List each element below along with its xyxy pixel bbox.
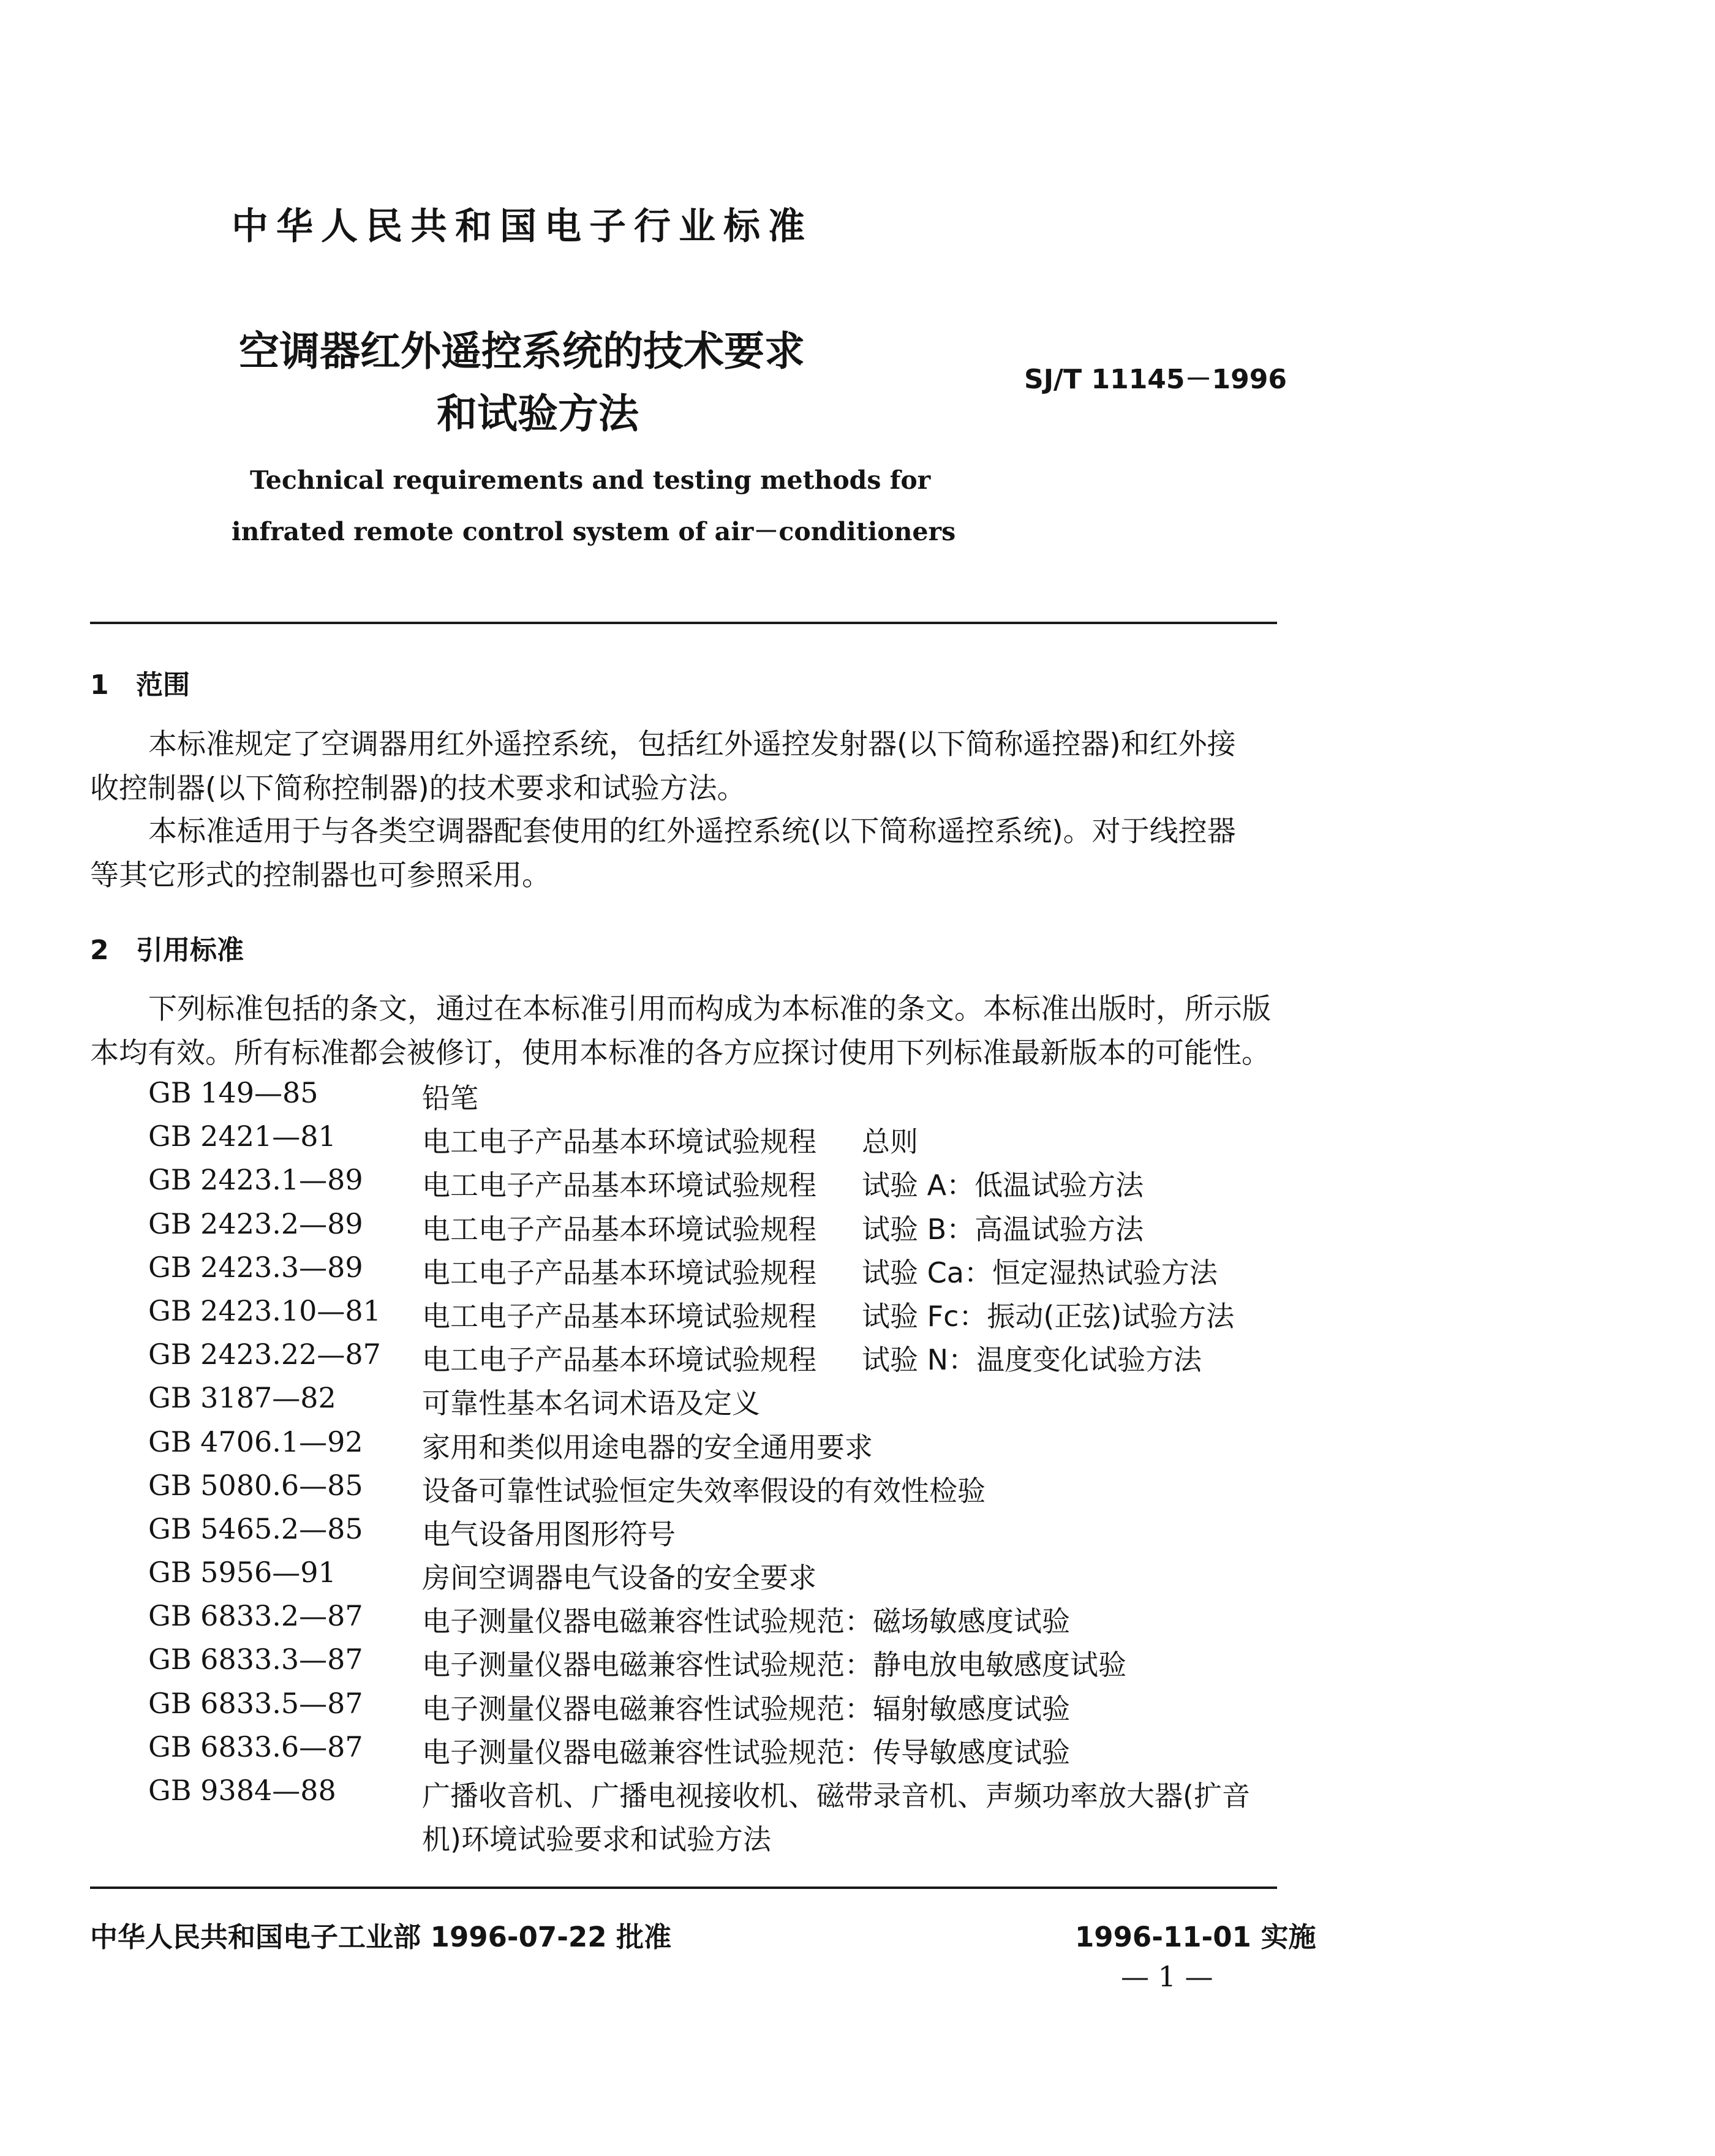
title-cn-line2: 和试验方法 (437, 390, 639, 437)
reference-code: GB 149—85 (148, 1076, 318, 1109)
section-1-number: 1 (90, 669, 109, 701)
reference-title: 可靠性基本名词术语及定义 (422, 1387, 760, 1420)
paragraph-line: 下列标准包括的条文，通过在本标准引用而构成为本标准的条文。本标准出版时，所示版 (148, 992, 1271, 1026)
reference-code: GB 4706.1—92 (148, 1425, 363, 1458)
title-en-line2: infrated remote control system of air－conditioners (232, 517, 956, 546)
reference-code: GB 5080.6—85 (148, 1468, 363, 1502)
reference-title: 电工电子产品基本环境试验规程 (422, 1256, 816, 1289)
paragraph-line: 收控制器(以下简称控制器)的技术要求和试验方法。 (90, 772, 746, 805)
reference-code: GB 2423.22—87 (148, 1338, 381, 1371)
reference-code: GB 6833.6—87 (148, 1730, 363, 1763)
reference-code: GB 2423.3—89 (148, 1250, 363, 1284)
reference-code: GB 5956—91 (148, 1556, 336, 1589)
reference-title: 电工电子产品基本环境试验规程 (422, 1169, 816, 1202)
reference-title: 电工电子产品基本环境试验规程 (422, 1299, 816, 1333)
reference-title: 电气设备用图形符号 (422, 1517, 676, 1551)
section-2-paragraph-1 (90, 987, 1277, 1076)
reference-title: 家用和类似用途电器的安全通用要求 (422, 1430, 873, 1464)
reference-part: 试验 A：低温试验方法 (862, 1169, 1144, 1202)
reference-code: GB 2423.1—89 (148, 1163, 363, 1197)
reference-code: GB 6833.2—87 (148, 1599, 363, 1633)
page-number: — 1 — (1121, 1960, 1213, 1993)
section-1-paragraph-2 (90, 810, 1277, 898)
reference-code: GB 9384—88 (148, 1774, 336, 1807)
reference-title: 电子测量仪器电磁兼容性试验规范：磁场敏感度试验 (422, 1605, 1070, 1638)
reference-code: GB 2423.10—81 (148, 1294, 381, 1327)
approval-statement: 中华人民共和国电子工业部 1996-07-22 批准 (90, 1921, 672, 1953)
reference-code: GB 3187—82 (148, 1381, 336, 1415)
reference-part: 试验 Fc：振动(正弦)试验方法 (862, 1299, 1235, 1333)
reference-title: 设备可靠性试验恒定失效率假设的有效性检验 (422, 1474, 986, 1507)
standard-type-heading: 中华人民共和国电子行业标准 (232, 205, 813, 248)
paragraph-line: 等其它形式的控制器也可参照采用。 (90, 859, 551, 892)
section-1-title: 范围 (136, 669, 190, 701)
reference-title: 电工电子产品基本环境试验规程 (422, 1343, 816, 1377)
section-1-paragraph-1 (90, 723, 1277, 811)
reference-title: 电工电子产品基本环境试验规程 (422, 1125, 816, 1159)
section-1-heading (90, 663, 190, 702)
section-2-heading (90, 928, 244, 967)
paragraph-line: 本标准规定了空调器用红外遥控系统，包括红外遥控发射器(以下简称遥控器)和红外接 (148, 728, 1236, 761)
paragraph-line: 本均有效。所有标准都会被修订，使用本标准的各方应探讨使用下列标准最新版本的可能性。 (90, 1036, 1270, 1070)
reference-title: 房间空调器电气设备的安全要求 (422, 1561, 816, 1595)
effective-date: 1996-11-01 实施 (1075, 1921, 1316, 1953)
reference-title-continued: 机)环境试验要求和试验方法 (422, 1823, 771, 1856)
reference-title: 电子测量仪器电磁兼容性试验规范：辐射敏感度试验 (422, 1692, 1070, 1725)
reference-part: 总则 (862, 1125, 918, 1159)
standard-code: SJ/T 11145－1996 (1024, 364, 1287, 395)
section-2-title: 引用标准 (136, 935, 244, 966)
top-divider (90, 622, 1277, 624)
reference-code: GB 2423.2—89 (148, 1207, 363, 1240)
paragraph-line: 本标准适用于与各类空调器配套使用的红外遥控系统(以下简称遥控系统)。对于线控器 (148, 815, 1236, 848)
reference-part: 试验 Ca：恒定湿热试验方法 (862, 1256, 1218, 1289)
reference-title: 铅笔 (422, 1082, 478, 1115)
section-2-number: 2 (90, 935, 109, 966)
reference-code: GB 6833.3—87 (148, 1643, 363, 1676)
title-cn-line1: 空调器红外遥控系统的技术要求 (239, 328, 805, 375)
reference-code: GB 2421—81 (148, 1120, 336, 1153)
reference-part: 试验 N：温度变化试验方法 (862, 1343, 1202, 1377)
title-en-line1: Technical requirements and testing methods for (250, 466, 931, 495)
reference-part: 试验 B：高温试验方法 (862, 1212, 1144, 1246)
reference-title: 电工电子产品基本环境试验规程 (422, 1212, 816, 1246)
reference-title: 电子测量仪器电磁兼容性试验规范：静电放电敏感度试验 (422, 1648, 1126, 1682)
reference-code: GB 5465.2—85 (148, 1512, 363, 1545)
bottom-divider (90, 1887, 1277, 1889)
reference-title: 电子测量仪器电磁兼容性试验规范：传导敏感度试验 (422, 1735, 1070, 1769)
reference-title: 广播收音机、广播电视接收机、磁带录音机、声频功率放大器(扩音 (422, 1779, 1250, 1812)
reference-code: GB 6833.5—87 (148, 1686, 363, 1720)
